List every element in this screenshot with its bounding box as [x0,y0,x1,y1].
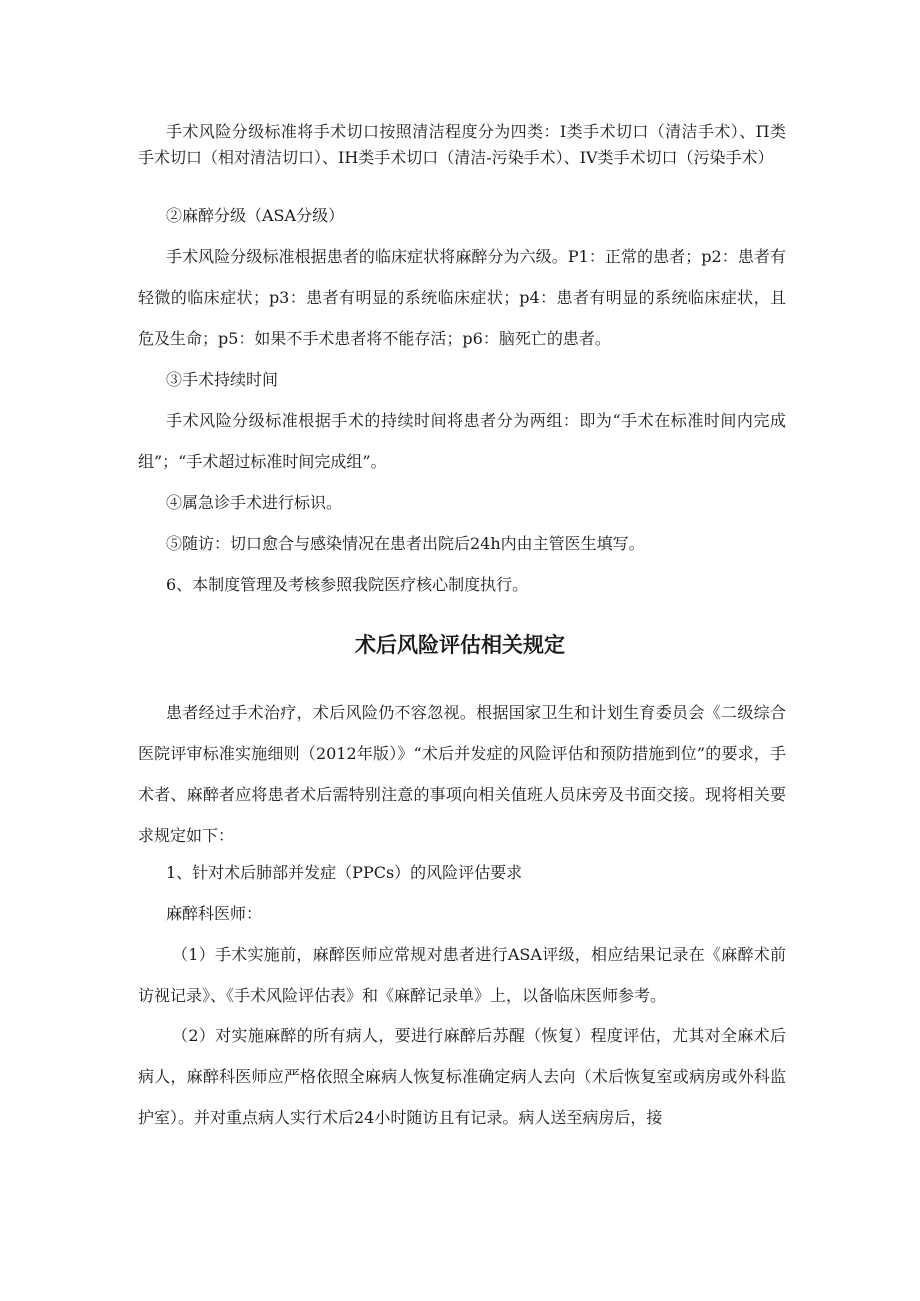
duration-paragraph: 手术风险分级标准根据手术的持续时间将患者分为两组：即为“手术在标准时间内完成组”；“手术超过标准时间完成组”。 [138,411,786,471]
rule-6: 6、本制度管理及考核参照我院医疗核心制度执行。 [166,575,529,594]
followup-item: ⑤随访：切口愈合与感染情况在患者出院后24h内由主管医生填写。 [166,534,645,553]
section-title: 术后风险评估相关规定 [355,633,565,657]
sub-item-1: （1）手术实施前，麻醉医师应常规对患者进行ASA评级，相应结果记录在《麻醉术前访视记录》、《手术风险评估表》和《麻醉记录单》上，以备临床医师参考。 [138,945,786,1005]
incision-classification-paragraph: 手术风险分级标准将手术切口按照清洁程度分为四类：I类手术切口（清洁手术）、Π类手术切口（相对清洁切口）、IH类手术切口（清洁-污染手术）、IV类手术切口（污染手术） [138,122,786,167]
anesthesiologist-label: 麻醉科医师： [166,904,263,923]
duration-heading: ③手术持续时间 [166,370,279,389]
asa-paragraph: 手术风险分级标准根据患者的临床症状将麻醉分为六级。P1：正常的患者；p2：患者有轻微的临床症状；p3：患者有明显的系统临床症状；p4：患者有明显的系统临床症状，且危及生命；p5：如果不手术患者将不能存活；p6：脑死亡的患者。 [138,247,786,348]
section-intro-paragraph: 患者经过手术治疗，术后风险仍不容忽视。根据国家卫生和计划生育委员会《二级综合医院评审标准实施细则（2012年版）》“术后并发症的风险评估和预防措施到位”的要求，手术者、麻醉者应将患者术后需特别注意的事项向相关值班人员床旁及书面交接。现将相关要求规定如下： [138,703,786,845]
sub-item-2: （2）对实施麻醉的所有病人，要进行麻醉后苏醒（恢复）程度评估，尤其对全麻术后病人，麻醉科医师应严格依照全麻病人恢复标准确定病人去向（术后恢复室或病房或外科监护室）。并对重点病人实行术后24小时随访且有记录。病人送至病房后，接 [138,1026,786,1127]
item-1-heading: 1、针对术后肺部并发症（PPCs）的风险评估要求 [166,863,523,882]
emergency-item: ④属急诊手术进行标识。 [166,493,343,512]
asa-heading: ②麻醉分级（ASA分级） [166,206,345,225]
